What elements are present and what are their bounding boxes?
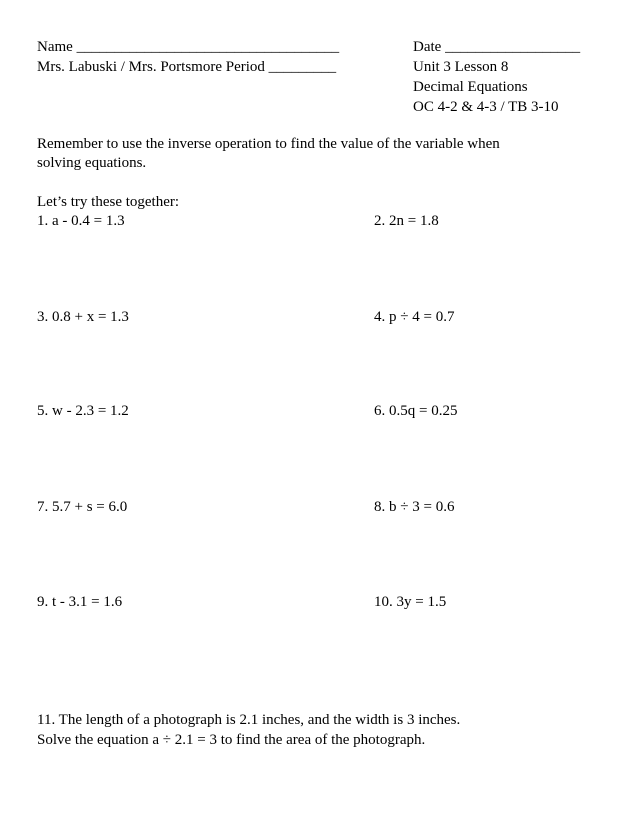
problem-9: 9. t - 3.1 = 1.6 [37, 594, 123, 610]
instruction-line-1: Remember to use the inverse operation to find the value of the variable when [37, 136, 500, 152]
instruction-line-2: solving equations. [37, 155, 147, 171]
word-problem-line-2: Solve the equation a ÷ 2.1 = 3 to find the area of the photograph. [37, 732, 426, 748]
date-field-line: Date __________________ [413, 39, 581, 55]
unit-lesson-line: Unit 3 Lesson 8 [413, 59, 509, 75]
teacher-period-line: Mrs. Labuski / Mrs. Portsmore Period _________ [37, 59, 337, 75]
problem-1: 1. a - 0.4 = 1.3 [37, 213, 125, 229]
problem-10: 10. 3y = 1.5 [374, 594, 447, 610]
problem-6: 6. 0.5q = 0.25 [374, 403, 458, 419]
problem-3: 3. 0.8 + x = 1.3 [37, 309, 129, 325]
word-problem-line-1: 11. The length of a photograph is 2.1 inches, and the width is 3 inches. [37, 712, 461, 728]
standards-line: OC 4-2 & 4-3 / TB 3-10 [413, 99, 559, 115]
topic-title: Decimal Equations [413, 79, 528, 95]
together-label: Let’s try these together: [37, 194, 180, 210]
problem-4: 4. p ÷ 4 = 0.7 [374, 309, 455, 325]
problem-2: 2. 2n = 1.8 [374, 213, 439, 229]
name-field-line: Name ___________________________________ [37, 39, 340, 55]
problem-7: 7. 5.7 + s = 6.0 [37, 499, 128, 515]
problem-5: 5. w - 2.3 = 1.2 [37, 403, 129, 419]
problem-8: 8. b ÷ 3 = 0.6 [374, 499, 455, 515]
